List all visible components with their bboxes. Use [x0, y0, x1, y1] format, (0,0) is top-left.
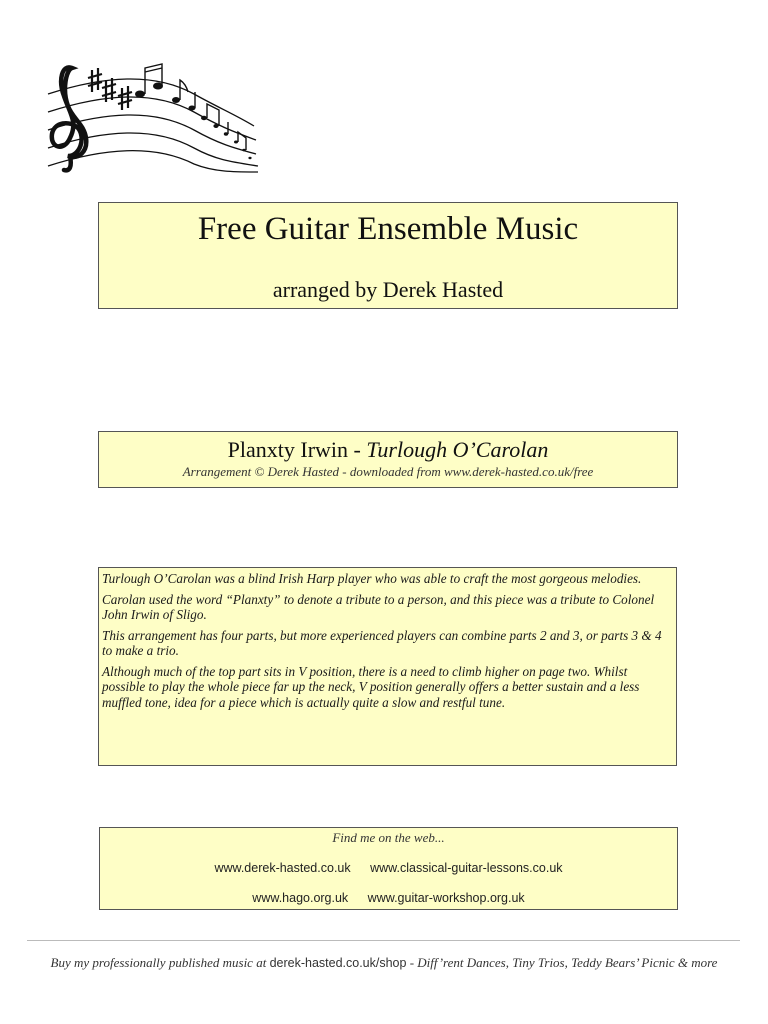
footer: [0, 955, 768, 971]
piece-name: Planxty Irwin -: [227, 437, 367, 462]
treble-clef-music-staff-icon: [44, 56, 266, 176]
note-paragraph: Turlough O’Carolan was a blind Irish Harp player who was able to craft the most gorgeous melodies.: [102, 571, 642, 586]
web-heading: Find me on the web...: [332, 830, 445, 845]
web-links-row: [100, 891, 677, 905]
link-derek-hasted[interactable]: www.derek-hasted.co.uk: [214, 861, 351, 875]
footer-tail: - Diff’rent Dances, Tiny Trios, Teddy Bears’ Picnic & more: [406, 955, 718, 970]
note-paragraph: Although much of the top part sits in V position, there is a need to climb higher on page two. Whilst possible to play the whole piece far up the neck, V position generally offers a better sustain and a less muffled tone, idea for a piece which is actually quite a slow and restful tune.: [102, 663, 640, 710]
composer-name: Turlough O’Carolan: [366, 437, 549, 462]
piece-heading: [99, 437, 677, 463]
web-links-box: [99, 827, 678, 910]
link-classical-guitar-lessons[interactable]: www.classical-guitar-lessons.co.uk: [370, 861, 563, 875]
copyright-notice: Arrangement © Derek Hasted - downloaded from www.derek-hasted.co.uk/free: [182, 464, 594, 479]
web-links-row: [100, 861, 677, 875]
page-title: Free Guitar Ensemble Music: [197, 211, 579, 247]
arranger-credit: arranged by Derek Hasted: [272, 277, 504, 302]
note-paragraph: This arrangement has four parts, but more experienced players can combine parts 2 and 3, or parts 3 & 4 to make a trio.: [102, 627, 662, 658]
note-paragraph: Carolan used the word “Planxty” to denote a tribute to a person, and this piece was a tribute to Colonel John Irwin of Sligo.: [102, 591, 655, 622]
piece-info-box: [98, 431, 678, 488]
footer-divider: [27, 940, 740, 941]
notes-box: [98, 567, 677, 766]
link-hago[interactable]: www.hago.org.uk: [252, 891, 349, 905]
title-box: [98, 202, 678, 309]
link-guitar-workshop[interactable]: www.guitar-workshop.org.uk: [367, 891, 525, 905]
footer-shop-link[interactable]: derek-hasted.co.uk/shop: [269, 956, 407, 970]
footer-lead: Buy my professionally published music at: [50, 955, 270, 970]
